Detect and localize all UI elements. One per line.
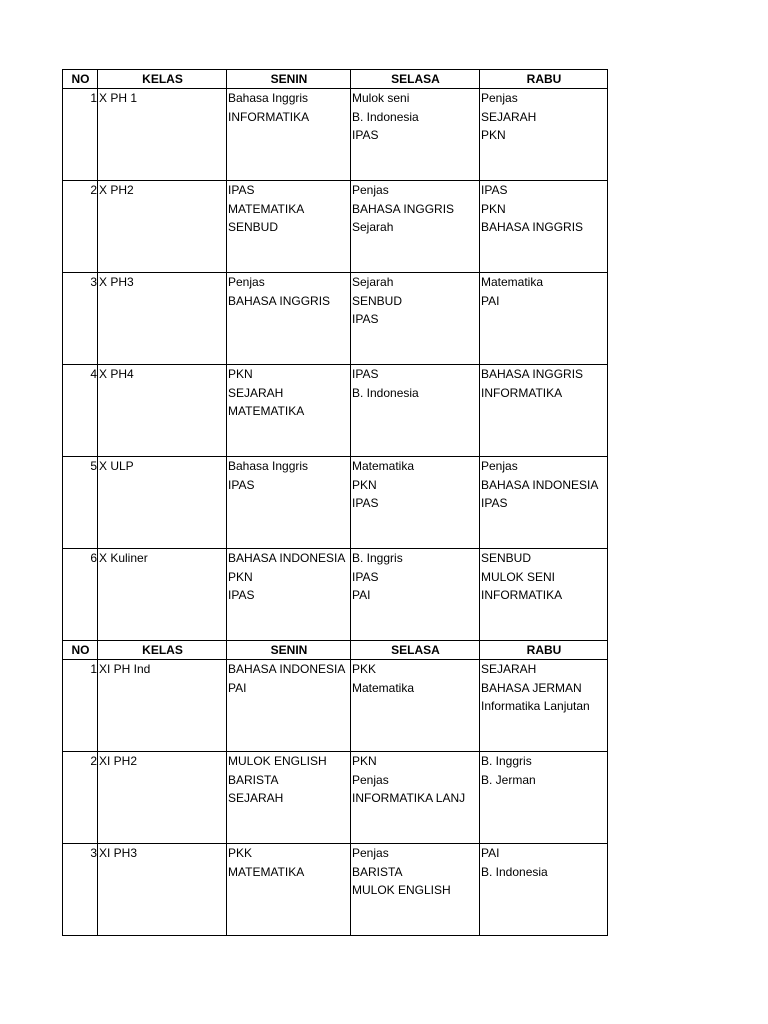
subject-entry: IPAS <box>352 367 379 381</box>
subject-entry: PKN <box>481 201 506 216</box>
class-name: X PH4 <box>99 367 134 381</box>
subject-entry: Matematika <box>352 459 415 473</box>
subject-entry: BAHASA JERMAN <box>481 680 582 695</box>
subject-entry: INFORMATIKA LANJ <box>352 791 466 805</box>
column-header-no: NO <box>63 641 98 660</box>
cell-kelas <box>98 273 227 365</box>
cell-selasa <box>351 457 480 549</box>
cell-selasa <box>351 752 480 844</box>
cell-senin <box>227 365 351 457</box>
subject-entry: BAHASA INGGRIS <box>352 201 455 216</box>
subject-entry: MULOK ENGLISH <box>228 754 327 768</box>
header-row <box>63 641 608 660</box>
subject-entry: B. Indonesia <box>481 864 548 879</box>
table-row <box>63 89 608 181</box>
table-row <box>63 181 608 273</box>
column-header-rabu: RABU <box>480 70 608 89</box>
cell-rabu <box>480 752 608 844</box>
cell-kelas <box>98 89 227 181</box>
subject-entry: IPAS <box>481 496 508 510</box>
subject-entry: B. Indonesia <box>352 385 419 400</box>
table-row <box>63 660 608 752</box>
subject-entry: Informatika Lanjutan <box>481 699 590 713</box>
cell-no <box>63 660 98 752</box>
cell-selasa <box>351 844 480 936</box>
cell-senin <box>227 844 351 936</box>
subject-entry: SEJARAH <box>481 109 537 124</box>
cell-no <box>63 273 98 365</box>
class-name: XI PH2 <box>99 754 138 768</box>
subject-entry: PKN <box>352 477 377 492</box>
class-name: X PH3 <box>99 275 134 289</box>
subject-entry: Matematika <box>481 275 544 289</box>
column-header-rabu: RABU <box>480 641 608 660</box>
subject-entry: PKK <box>352 662 377 676</box>
subject-entry: Penjas <box>481 91 518 105</box>
subject-entry: IPAS <box>352 569 379 584</box>
subject-entry: BARISTA <box>352 864 403 879</box>
subject-entry: Penjas <box>352 846 389 860</box>
subject-entry: SENBUD <box>481 551 532 565</box>
class-name: XI PH Ind <box>99 662 151 676</box>
subject-entry: SENBUD <box>228 220 279 234</box>
subject-entry: B. Jerman <box>481 772 536 787</box>
cell-rabu <box>480 89 608 181</box>
subject-entry: BAHASA INGGRIS <box>481 220 584 234</box>
subject-entry: IPAS <box>228 183 255 197</box>
cell-kelas <box>98 660 227 752</box>
subject-entry: PAI <box>481 293 500 308</box>
subject-entry: PKN <box>352 754 377 768</box>
class-name: X Kuliner <box>99 551 148 565</box>
cell-selasa <box>351 660 480 752</box>
cell-senin <box>227 660 351 752</box>
subject-entry: B. Indonesia <box>352 109 419 124</box>
subject-entry: PKN <box>228 367 253 381</box>
cell-no <box>63 89 98 181</box>
schedule-table <box>62 69 608 936</box>
column-header-senin: SENIN <box>227 641 351 660</box>
cell-selasa <box>351 365 480 457</box>
subject-entry: INFORMATIKA <box>481 385 563 400</box>
cell-selasa <box>351 89 480 181</box>
subject-entry: B. Inggris <box>352 551 403 565</box>
class-name: X ULP <box>99 459 134 473</box>
cell-rabu <box>480 273 608 365</box>
cell-senin <box>227 457 351 549</box>
subject-entry: BARISTA <box>228 772 279 787</box>
subject-entry: Penjas <box>481 459 518 473</box>
subject-entry: Penjas <box>352 183 389 197</box>
subject-entry: IPAS <box>352 128 379 142</box>
cell-no <box>63 365 98 457</box>
subject-entry: Matematika <box>352 680 415 695</box>
class-name: XI PH3 <box>99 846 138 860</box>
cell-kelas <box>98 457 227 549</box>
cell-no <box>63 844 98 936</box>
cell-kelas <box>98 549 227 641</box>
subject-entry: IPAS <box>481 183 508 197</box>
row-number: 3 <box>90 846 97 860</box>
cell-kelas <box>98 844 227 936</box>
subject-entry: BAHASA INDONESIA <box>481 477 599 492</box>
table-row <box>63 752 608 844</box>
subject-entry: BAHASA INGGRIS <box>481 367 584 381</box>
table-row <box>63 457 608 549</box>
column-header-kelas: KELAS <box>98 70 227 89</box>
subject-entry: BAHASA INDONESIA <box>228 662 346 676</box>
subject-entry: BAHASA INGGRIS <box>228 293 331 308</box>
cell-selasa <box>351 181 480 273</box>
class-name: X PH2 <box>99 183 134 197</box>
table-row <box>63 844 608 936</box>
subject-entry: SEJARAH <box>481 662 537 676</box>
subject-entry: IPAS <box>352 312 379 326</box>
cell-no <box>63 549 98 641</box>
row-number: 4 <box>90 367 97 381</box>
row-number: 1 <box>90 91 97 105</box>
cell-selasa <box>351 273 480 365</box>
subject-entry: SEJARAH <box>228 385 284 400</box>
row-number: 3 <box>90 275 97 289</box>
subject-entry: PKN <box>481 128 506 142</box>
cell-senin <box>227 89 351 181</box>
subject-entry: PKK <box>228 846 253 860</box>
subject-entry: MATEMATIKA <box>228 864 305 879</box>
subject-entry: IPAS <box>228 477 255 492</box>
cell-selasa <box>351 549 480 641</box>
cell-rabu <box>480 181 608 273</box>
row-number: 2 <box>90 183 97 197</box>
subject-entry: SEJARAH <box>228 791 284 805</box>
subject-entry: Mulok seni <box>352 91 410 105</box>
subject-entry: BAHASA INDONESIA <box>228 551 346 565</box>
class-name: X PH 1 <box>99 91 138 105</box>
cell-kelas <box>98 365 227 457</box>
cell-no <box>63 457 98 549</box>
subject-entry: PAI <box>481 846 500 860</box>
cell-no <box>63 752 98 844</box>
subject-entry: MULOK SENI <box>481 569 556 584</box>
row-number: 5 <box>90 459 97 473</box>
cell-senin <box>227 181 351 273</box>
subject-entry: Penjas <box>228 275 265 289</box>
schedule-table-body <box>63 70 608 936</box>
subject-entry: IPAS <box>228 588 255 602</box>
cell-kelas <box>98 181 227 273</box>
subject-entry: PAI <box>228 680 247 695</box>
subject-entry: Bahasa Inggris <box>228 459 309 473</box>
row-number: 1 <box>90 662 97 676</box>
column-header-kelas: KELAS <box>98 641 227 660</box>
subject-entry: MULOK ENGLISH <box>352 883 451 897</box>
cell-rabu <box>480 660 608 752</box>
cell-rabu <box>480 549 608 641</box>
column-header-selasa: SELASA <box>351 70 480 89</box>
table-row <box>63 273 608 365</box>
subject-entry: PKN <box>228 569 253 584</box>
subject-entry: INFORMATIKA <box>481 588 563 602</box>
cell-no <box>63 181 98 273</box>
subject-entry: INFORMATIKA <box>228 109 310 124</box>
cell-rabu <box>480 365 608 457</box>
subject-entry: PAI <box>352 588 371 602</box>
subject-entry: SENBUD <box>352 293 403 308</box>
subject-entry: IPAS <box>352 496 379 510</box>
subject-entry: B. Inggris <box>481 754 532 768</box>
row-number: 6 <box>90 551 97 565</box>
subject-entry: Sejarah <box>352 220 394 234</box>
cell-senin <box>227 273 351 365</box>
cell-senin <box>227 549 351 641</box>
subject-entry: MATEMATIKA <box>228 201 305 216</box>
table-row <box>63 365 608 457</box>
cell-senin <box>227 752 351 844</box>
subject-entry: Penjas <box>352 772 389 787</box>
subject-entry: MATEMATIKA <box>228 404 305 418</box>
cell-rabu <box>480 844 608 936</box>
header-row <box>63 70 608 89</box>
column-header-senin: SENIN <box>227 70 351 89</box>
table-row <box>63 549 608 641</box>
column-header-selasa: SELASA <box>351 641 480 660</box>
cell-rabu <box>480 457 608 549</box>
row-number: 2 <box>90 754 97 768</box>
column-header-no: NO <box>63 70 98 89</box>
subject-entry: Bahasa Inggris <box>228 91 309 105</box>
cell-kelas <box>98 752 227 844</box>
subject-entry: Sejarah <box>352 275 394 289</box>
